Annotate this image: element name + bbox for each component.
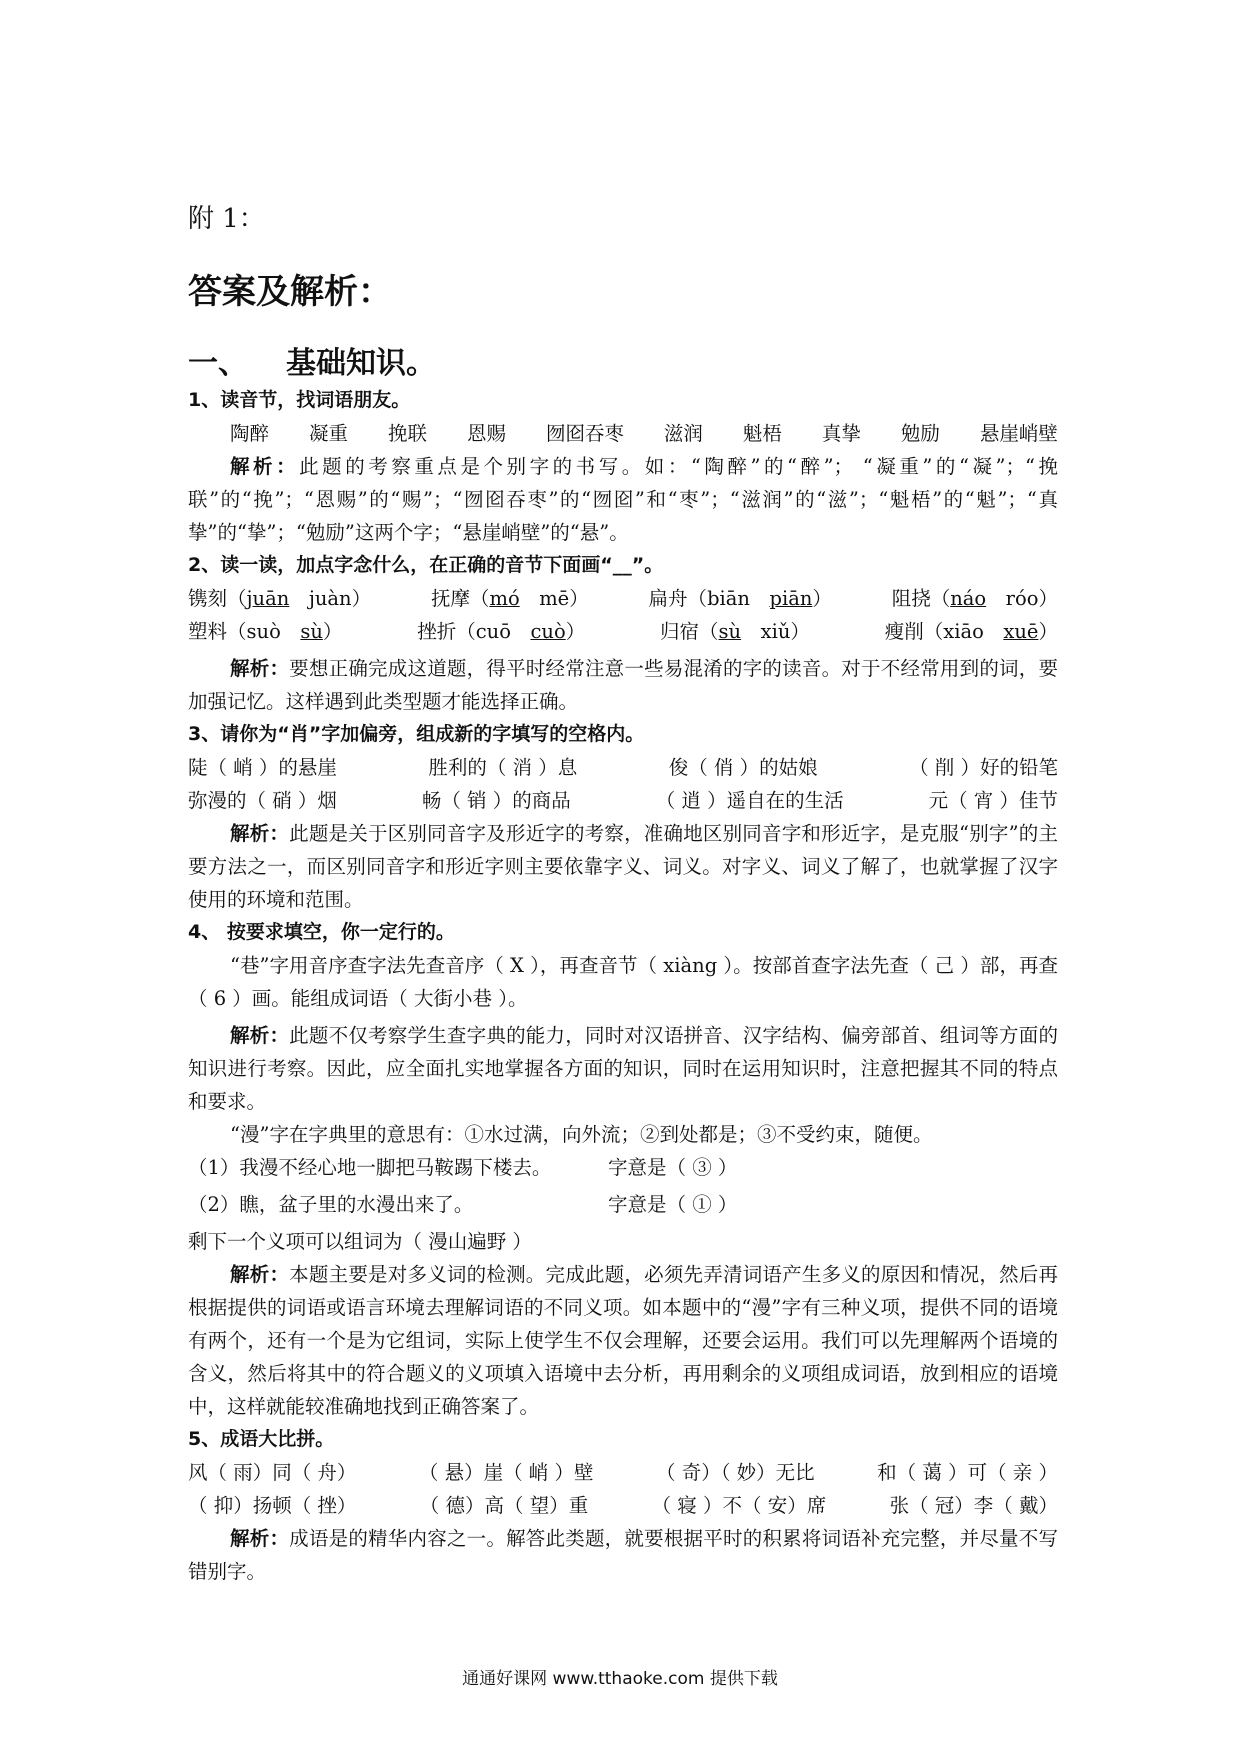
pinyin-option-b: xiǔ (760, 620, 791, 643)
question-2-row-1 (188, 582, 1058, 615)
analysis-label: 解析： (230, 822, 290, 845)
question-4-fill: “巷”字用音序查字法先查音序（ X ），再查音节（ xiàng ）。按部首查字法先查（ 己 ）部，再查（ 6 ）画。能组成词语（ 大街小巷 ）。 (188, 954, 1058, 1010)
fill-item: 元（ 宵 ）佳节 (928, 789, 1058, 812)
question-3-title: 3、请你为“肖”字加偏旁，组成新的字填写的空格内。 (188, 723, 645, 745)
analysis-text: 本题主要是对多义词的检测。完成此题，必须先弄清词语产生多义的原因和情况，然后再根据提供的词语或语言环境去理解词语的不同义项。如本题中的“漫”字有三种义项，提供不同的语境有两个，还有一个是为它组词，实际上使学生不仅会理解，还要会运用。我们可以先理解两个语境的含义，然后将其中的符合题义的义项填入语境中去分析，再用剩余的义项组成词语，放到相应的语境中，这样就能较准确地找到正确答案了。 (188, 1263, 1058, 1418)
pinyin-option-a: suò (246, 620, 281, 643)
question-5-title: 5、成语大比拼。 (188, 1428, 335, 1450)
pinyin-word: 归宿（ (660, 620, 719, 643)
question-4-meaning: “漫”字在字典里的意思有：①水过满，向外流；②到处都是；③不受约束，随便。 (230, 1123, 933, 1146)
question-4-sentence-2 (188, 1188, 1058, 1221)
pinyin-close: ） (1038, 587, 1058, 610)
fill-item: 陡（ 峭 ）的悬崖 (188, 756, 337, 779)
analysis-label: 解析： (230, 455, 300, 478)
pinyin-option-a: biān (707, 587, 750, 610)
word-item: 滋润 (663, 422, 703, 445)
pinyin-option-a: mó (489, 587, 520, 610)
pinyin-close: ） (790, 620, 810, 643)
pinyin-word: 镌刻（ (188, 587, 247, 610)
analysis-label: 解析： (230, 1024, 290, 1047)
pinyin-option-a: juān (246, 587, 290, 610)
question-4-analysis-2 (188, 1258, 1058, 1423)
pinyin-option-a: xiāo (943, 620, 984, 643)
analysis-label: 解析： (230, 1263, 290, 1286)
question-2-row-2 (188, 615, 1058, 648)
question-4-title: 4、 按要求填空，你一定行的。 (188, 921, 455, 943)
pinyin-word: 阻挠（ (891, 587, 951, 610)
pinyin-word: 塑料（ (188, 620, 247, 643)
analysis-text: 要想正确完成这道题，得平时经常注意一些易混淆的字的读音。对于不经常用到的词，要加强记忆。这样遇到此类型题才能选择正确。 (188, 657, 1058, 713)
section-title: 基础知识。 (286, 346, 436, 381)
pinyin-item (660, 615, 810, 648)
idiom-item: 张（ 冠）李（ 戴） (889, 1494, 1058, 1517)
pinyin-item (417, 615, 585, 648)
pinyin-option-a: cuō (475, 620, 511, 643)
question-2-title: 2、读一读，加点字念什么，在正确的音节下面画“__”。 (188, 554, 664, 576)
question-4-sentence-1 (188, 1151, 1058, 1184)
word-item: 悬崖峭壁 (979, 422, 1058, 445)
sentence-answer: 字意是（ ① ） (608, 1193, 738, 1216)
section-heading (188, 338, 436, 382)
appendix-label: 附 1： (188, 204, 265, 234)
word-item: 陶醉 (230, 422, 270, 445)
question-2-analysis (188, 652, 1058, 718)
pinyin-option-b: sù (300, 620, 323, 643)
question-5-row-1 (188, 1456, 1058, 1489)
analysis-text: 此题不仅考察学生查字典的能力，同时对汉语拼音、汉字结构、偏旁部首、组词等方面的知识进行考察。因此，应全面扎实地掌握各方面的知识，同时在运用知识时，注意把握其不同的特点和要求。 (188, 1024, 1058, 1113)
idiom-item: 风（ 雨）同（ 舟） (188, 1461, 357, 1484)
question-5-analysis (188, 1522, 1058, 1588)
document-title: 答案及解析： (188, 272, 392, 312)
word-item: 勉励 (900, 422, 940, 445)
question-1-analysis (188, 450, 1058, 549)
question-5-row-2 (188, 1489, 1058, 1522)
word-item: 恩赐 (466, 422, 506, 445)
pinyin-option-b: cuò (530, 620, 566, 643)
pinyin-close: ） (565, 620, 586, 643)
question-4-analysis (188, 1019, 1058, 1118)
analysis-text: 此题是关于区别同音字及形近字的考察，准确地区别同音字和形近字，是克服“别字”的主要方法之一，而区别同音字和形近字则主要依靠字义、词义。对字义、词义了解了，也就掌握了汉字使用的环境和范围。 (188, 822, 1058, 911)
pinyin-close: ） (812, 587, 832, 610)
question-4-remaining: 剩下一个义项可以组词为（ 漫山遍野 ） (188, 1230, 532, 1253)
idiom-item: （ 抑）扬顿（ 挫） (188, 1494, 357, 1517)
question-3-row-1 (188, 751, 1058, 784)
idiom-item: （ 寝 ）不（ 安）席 (651, 1494, 827, 1517)
sentence-text: （2）瞧，盆子里的水漫出来了。 (188, 1193, 474, 1216)
fill-item: （ 逍 ）遥自在的生活 (655, 789, 844, 812)
analysis-label: 解析： (230, 657, 290, 680)
analysis-label: 解析： (230, 1527, 290, 1550)
fill-item: 胜利的（ 消 ）息 (428, 756, 578, 779)
pinyin-close: ） (1038, 620, 1058, 643)
question-3-analysis (188, 817, 1058, 916)
pinyin-close: ） (351, 587, 372, 610)
word-item: 真挚 (821, 422, 861, 445)
pinyin-item (188, 615, 342, 648)
sentence-text: （1）我漫不经心地一脚把马鞍踢下楼去。 (188, 1156, 552, 1179)
analysis-text: 此题的考察重点是个别字的书写。如：“陶醉”的“醉”； “凝重”的“凝”；“挽联”的“挽”；“恩赐”的“赐”；“囫囵吞枣”的“囫囵”和“枣”；“滋润”的“滋”；“魁梧”的“魁”；“真挚”的“挚”；“勉励”这两个字；“悬崖峭壁”的“悬”。 (188, 455, 1058, 544)
pinyin-word: 瘦削（ (884, 620, 944, 643)
fill-item: （ 削 ）好的铅笔 (909, 756, 1058, 779)
pinyin-option-a: náo (950, 587, 987, 610)
pinyin-option-b: piān (769, 587, 813, 610)
pinyin-item (649, 582, 832, 615)
question-1-title: 1、读音节，找词语朋友。 (188, 389, 411, 411)
pinyin-item (188, 582, 371, 615)
idiom-item: 和（ 蔼 ）可（ 亲 ） (877, 1461, 1058, 1484)
pinyin-close: ） (322, 620, 343, 643)
pinyin-word: 扁舟（ (648, 587, 708, 610)
word-item: 囫囵吞枣 (545, 422, 624, 445)
analysis-text: 成语是的精华内容之一。解答此类题，就要根据平时的积累将词语补充完整，并尽量不写错别字。 (188, 1527, 1058, 1583)
idiom-item: （ 德）高（ 望）重 (419, 1494, 589, 1517)
question-1-words (188, 417, 1058, 450)
pinyin-item (885, 615, 1058, 648)
pinyin-option-b: juàn (308, 587, 352, 610)
section-number: 一、 (188, 346, 248, 381)
answer-content (188, 384, 1058, 1588)
pinyin-option-b: mē (539, 587, 570, 610)
question-3-row-2 (188, 784, 1058, 817)
fill-item: 弥漫的（ 硝 ）烟 (188, 789, 337, 812)
idiom-item: （ 悬）崖（ 峭 ）壁 (418, 1461, 594, 1484)
pinyin-close: ） (569, 587, 589, 610)
pinyin-word: 抚摩（ (430, 587, 490, 610)
pinyin-item (431, 582, 589, 615)
sentence-answer: 字意是（ ③ ） (608, 1156, 738, 1179)
page-footer: 通通好课网 www.tthaoke.com 提供下载 (462, 1669, 778, 1689)
fill-item: 俊（ 俏 ）的姑娘 (668, 756, 818, 779)
pinyin-option-b: róo (1005, 587, 1039, 610)
pinyin-item (892, 582, 1058, 615)
idiom-item: （ 奇）（ 妙）无比 (656, 1461, 815, 1484)
pinyin-option-a: sù (718, 620, 742, 643)
word-item: 魁梧 (742, 422, 782, 445)
fill-item: 畅（ 销 ）的商品 (421, 789, 571, 812)
document-page (188, 0, 1058, 1754)
word-item: 凝重 (308, 422, 348, 445)
pinyin-word: 挫折（ (417, 620, 476, 643)
pinyin-option-b: xuē (1003, 620, 1039, 643)
word-item: 挽联 (387, 422, 427, 445)
